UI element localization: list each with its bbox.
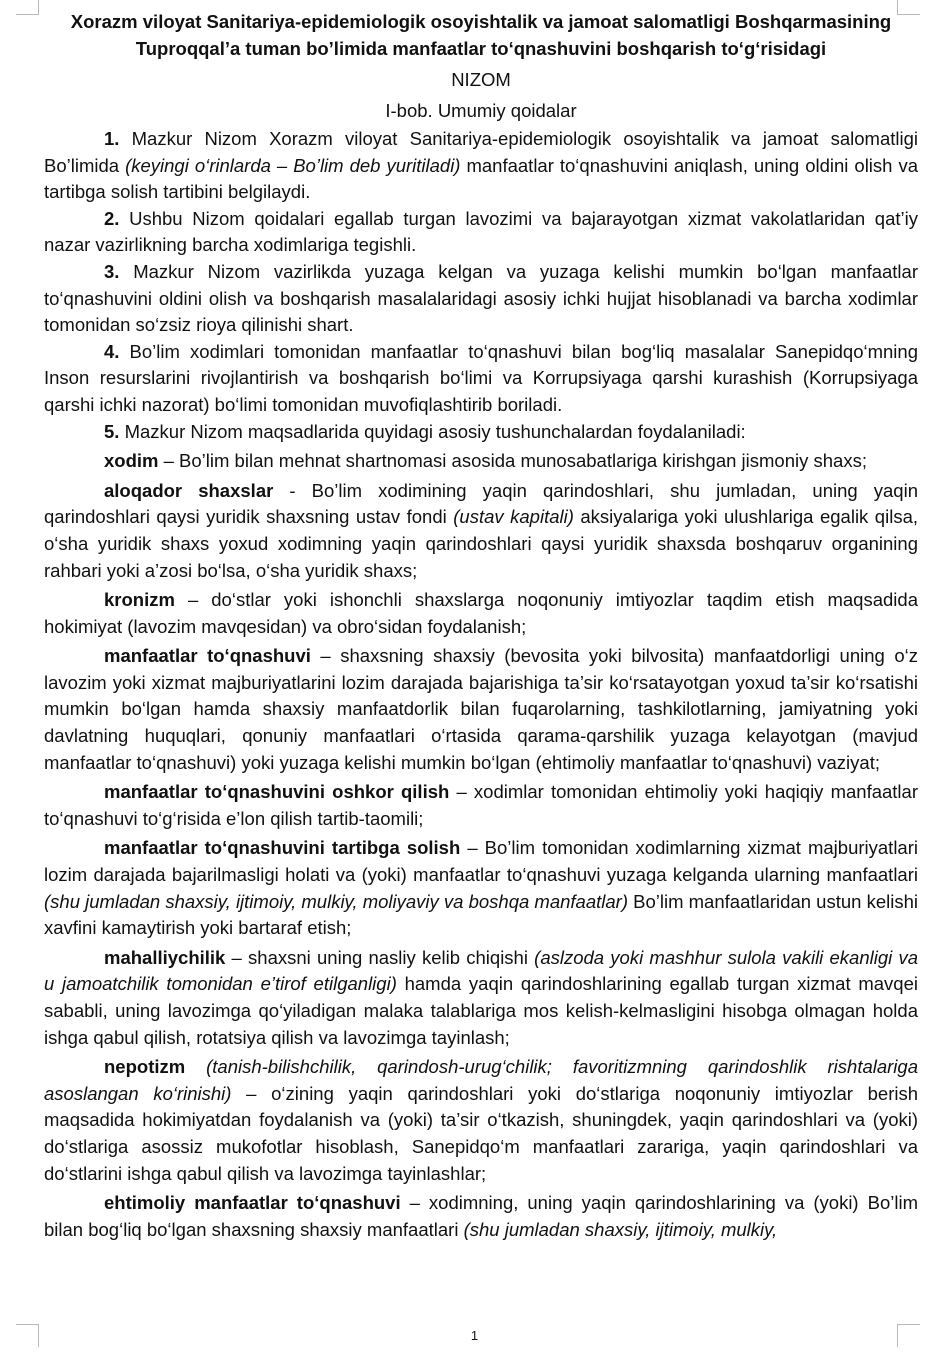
- definition-ehtimoliy: ehtimoliy manfaatlar to‘qnashuvi – xodimning, uning yaqin qarindoshlarining va (yoki) Bo’lim bilan bog‘liq bo‘lgan shaxsning shaxsiy manfaatlari (shu jumladan shaxsiy, ijtimoiy, mulkiy,: [44, 1192, 918, 1240]
- paragraph-4: 4. Bo’lim xodimlari tomonidan manfaatlar to‘qnashuvi bilan bog‘liq masalalar Sanepidqo‘mning Inson resurslarini rivojlantirish va boshqarish bo‘limi va Korrupsiyaga qarshi kurashish (Korrupsiyaga qarshi ichki nazorat) bo‘limi tomonidan muvofiqlashtirib boriladi.: [44, 340, 918, 415]
- document-type: NIZOM: [451, 69, 511, 90]
- definition-term: manfaatlar to‘qnashuvi: [104, 645, 311, 667]
- paragraph-1: 1. Mazkur Nizom Xorazm viloyat Sanitariya-epidemiologik osoyishtalik va jamoat salomatligi Bo’limida (keyingi o‘rinlarda – Bo’lim deb yuritiladi) manfaatlar to‘qnashuvini aniqlash, uning oldini olish va tartibga solish tartibini belgilaydi.: [44, 128, 918, 203]
- definition-term: nepotizm: [104, 1056, 186, 1078]
- paragraph-number: 4.: [104, 340, 120, 362]
- definition-nepotizm: nepotizm (tanish-bilishchilik, qarindosh-urug‘chilik; favoritizmning qarindoshlik rishtalariga asoslangan ko‘rinishi) – o‘zining yaqin qarindoshlari yoki do‘stlariga noqonuniy imtiyozlar berish maqsadida hokimiyatdan foydalanish va (yoki) ta’sir o‘tkazish, shuningdek, yaqin qarindoshlari va (yoki) do‘stlariga asossiz mukofotlar hisoblash, Sanepidqo‘m manfaatlari zarariga, yaqin qarindoshlari va do‘stlarini ishga qabul qilish va lavozimga tayinlashlar;: [44, 1056, 919, 1184]
- definition-manfaatlar-toqnashuvi: manfaatlar to‘qnashuvi – shaxsning shaxsiy (bevosita yoki bilvosita) manfaatdorligi uning o‘z lavozim yoki xizmat majburiyatlarini lozim darajada bajarishiga ta’sir ko‘rsatayotgan yoxud ta’sir ko‘rsatishi mumkin bo‘lgan hamda shaxsiy manfaatdorlik bilan fuqarolarning, tashkilotlarning, jamiyatning yoki davlatning huquqlari, qonuniy manfaatlari o‘rtasida qarama-qarshilik yuzaga kelayotgan (mavjud manfaatlar to‘qnashuvi) yoki yuzaga kelishi mumkin bo‘lgan (ehtimoliy manfaatlar to‘qnashuvi) vaziyat;: [44, 645, 918, 773]
- definition-xodim: xodim – Bo’lim bilan mehnat shartnomasi asosida munosabatlariga kirishgan jismoniy shaxs;: [104, 450, 867, 472]
- definition-oshkor-qilish: manfaatlar to‘qnashuvini oshkor qilish – xodimlar tomonidan ehtimoliy yoki haqiqiy manfaatlar to‘qnashuvi to‘g‘risida e’lon qilish tartib-taomili;: [44, 781, 918, 829]
- definition-aloqador-shaxslar: aloqador shaxslar - Bo’lim xodimining yaqin qarindoshlari, shu jumladan, uning yaqin qarindoshlari qaysi yuridik shaxsning ustav fondi (ustav kapitali) aksiyalariga yoki ulushlariga egalik qilsa, o‘sha yuridik shaxs yoxud xodimning yaqin qarindoshlari qaysi yuridik shaxsda boshqaruv organining rahbari yoki a’zosi bo‘lsa, o‘sha yuridik shaxs;: [44, 479, 918, 581]
- definition-term: aloqador shaxslar: [104, 479, 274, 501]
- chapter-heading: I-bob. Umumiy qoidalar: [385, 100, 577, 121]
- definition-term: manfaatlar to‘qnashuvini tartibga solish: [104, 837, 461, 859]
- paragraph-5: 5. Mazkur Nizom maqsadlarida quyidagi asosiy tushunchalardan foydalaniladi:: [104, 420, 746, 442]
- paragraph-number: 1.: [104, 128, 120, 149]
- definition-kronizm: kronizm – do‘stlar yoki ishonchli shaxslarga noqonuniy imtiyozlar taqdim etish maqsadida hokimiyat (lavozim mavqesidan) va obro‘sidan foydalanish;: [44, 589, 918, 637]
- paragraph-number: 2.: [104, 207, 120, 229]
- definition-tartibga-solish: manfaatlar to‘qnashuvini tartibga solish – Bo’lim tomonidan xodimlarning xizmat majburiyatlari lozim darajada bajarilmasligi holati va (yoki) manfaatlar to‘qnashuvi yuzaga kelganda ularning manfaatlari (shu jumladan shaxsiy, ijtimoiy, mulkiy, moliyaviy va boshqa manfaatlar) Bo’lim manfaatlaridan ustun kelishi xavfini kamaytirish yoki bartaraf etish;: [44, 837, 918, 939]
- paragraph-number: 5.: [104, 420, 120, 442]
- paragraph-number: 3.: [104, 260, 120, 282]
- paragraph-2: 2. Ushbu Nizom qoidalari egallab turgan lavozimi va bajarayotgan xizmat vakolatlaridan qat’iy nazar vazirlikning barcha xodimlariga tegishli.: [44, 207, 918, 256]
- definition-term: xodim: [104, 450, 159, 472]
- document-page: [44, 8, 918, 1243]
- title-line-1: Xorazm viloyat Sanitariya-epidemiologik osoyishtalik va jamoat salomatligi Boshqarmasining: [70, 11, 892, 32]
- crop-mark-top-left: [16, 0, 39, 15]
- definition-term: ehtimoliy manfaatlar to‘qnashuvi: [104, 1192, 401, 1214]
- definition-mahalliychilik: mahalliychilik – shaxsni uning nasliy kelib chiqishi (aslzoda yoki mashhur sulola vakili ekanligi va u jamoatchilik tomonidan e’tirof etilganligi) hamda yaqin qarindoshlarining egallab turgan xizmat mavqei sababli, uning lavozimga qo‘yiladigan malaka talablariga mos kelish-kelmasligini hisobga olmagan holda ishga qabul qilish, rotatsiya qilish va lavozimga tayinlash;: [44, 946, 918, 1048]
- paragraph-3: 3. Mazkur Nizom vazirlikda yuzaga kelgan va yuzaga kelishi mumkin bo‘lgan manfaatlar to‘qnashuvini oldini olish va boshqarish masalalaridagi asosiy ichki hujjat hisoblanadi va barcha xodimlar tomonidan so‘zsiz rioya qilinishi shart.: [44, 260, 918, 336]
- page-number: 1: [470, 1328, 479, 1343]
- title-line-2: Tuproqqal’a tuman bo’limida manfaatlar to‘qnashuvini boshqarish to‘g‘risidagi: [135, 38, 827, 59]
- definition-term: mahalliychilik: [104, 946, 226, 968]
- document-title: [44, 8, 918, 62]
- definition-term: manfaatlar to‘qnashuvini oshkor qilish: [104, 781, 450, 803]
- definition-term: kronizm: [104, 589, 175, 611]
